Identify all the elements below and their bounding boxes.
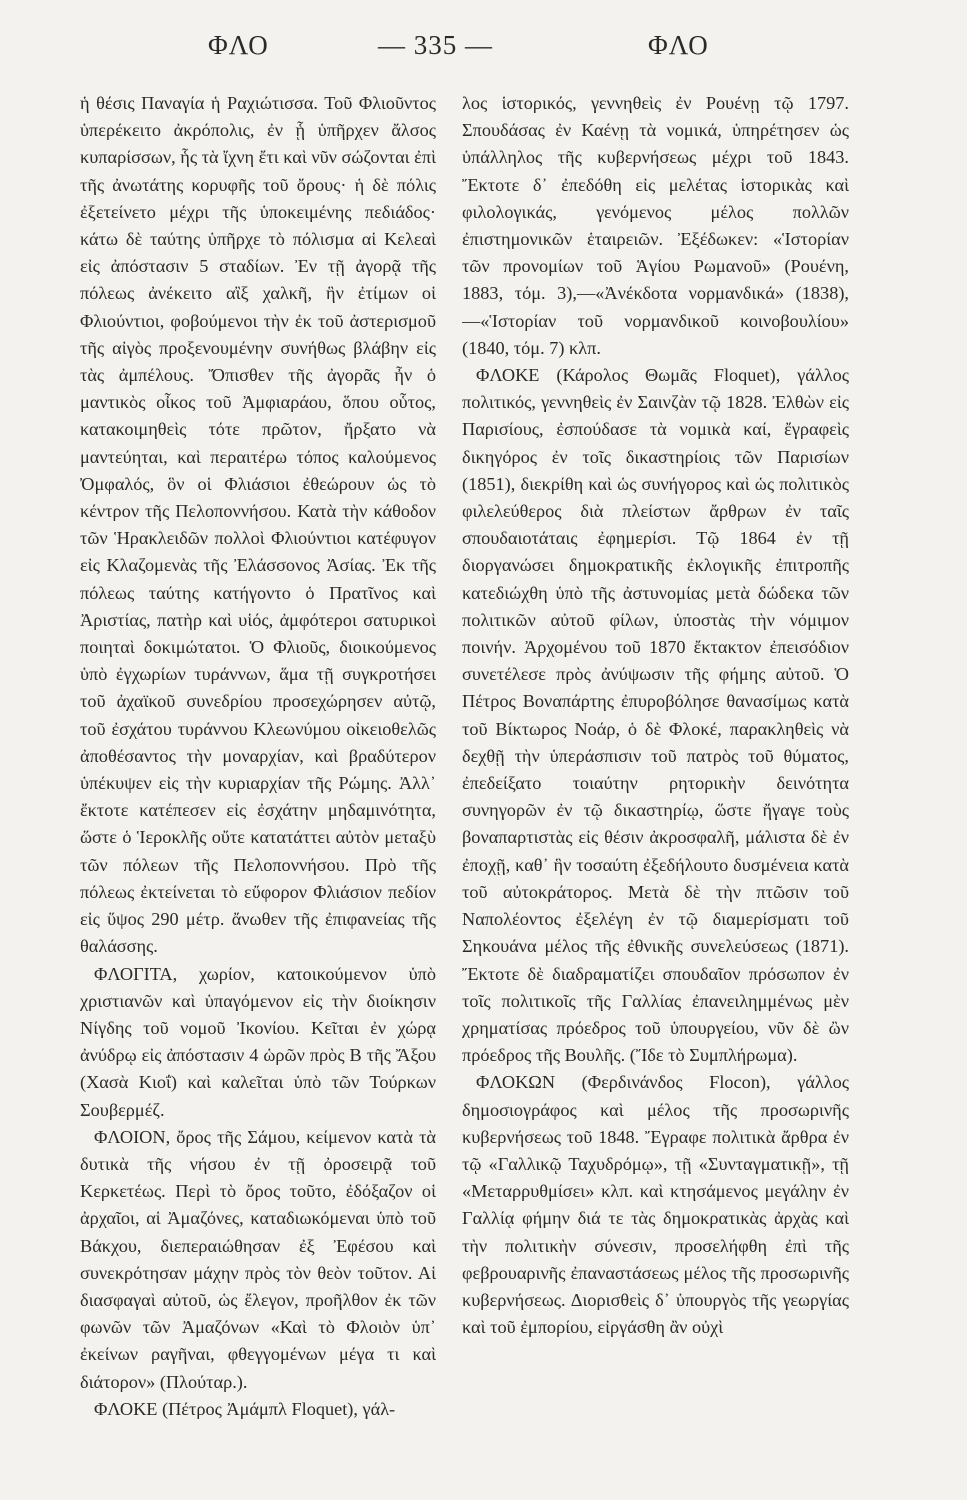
entry-phloion: ΦΛΟΙΟΝ, ὄρος τῆς Σάμου, κείμενον κατὰ τὰ δυτικὰ τῆς νήσου ἐν τῇ ὀροσειρᾷ τοῦ Κερκετέως. Περὶ τὸ ὄρος τοῦτο, ἐδόξαζον οἱ ἀρχαῖοι, αἱ Ἀμαζόνες, καταδιωκόμεναι ὑπὸ τοῦ Βάκχου, διεπεραιώθησαν ἐξ Ἐφέσου καὶ συνεκρότησαν μάχην πρὸς τὸν θεὸν τοῦτον. Αἱ διασφαγαὶ αὐτοῦ, ὡς ἔλεγον, προῆλθον ἐκ τῶν φωνῶν τῶν Ἀμαζόνων «Καὶ τὸ Φλοιὸν ὑπ᾽ ἐκείνων ραγῆναι, φθεγγομένων μέγα τι καὶ διάτορον» (Πλούταρ.). xyxy=(80,1126,436,1392)
entry-flocon: ΦΛΟΚΩΝ (Φερδινάνδος Flocon), γάλλος δημοσιογράφος καὶ μέλος τῆς προσωρινῆς κυβερνήσεως τοῦ 1848. Ἔγραφε πολιτικὰ ἄρθρα ἐν τῷ «Γαλλικῷ Ταχυδρόμῳ», τῇ «Συνταγματικῇ», τῇ «Μεταρρυθμίσει» κλπ. καὶ κτησάμενος μεγάλην ἐν Γαλλίᾳ φήμην διά τε τὰς δημοκρατικὰς ἀρχὰς καὶ τὴν πολιτικὴν σύνεσιν, προσελήφθη ἐπὶ τῆς φεβρουαρινῆς ἐπαναστάσεως μέλος τῆς προσωρινῆς κυβερνήσεως. Διορισθεὶς δ᾽ ὑπουργὸς τῆς γεωργίας καὶ τοῦ ἐμπορίου, εἰργάσθη ἂν οὐχὶ xyxy=(462,1072,849,1338)
entry-floquet-pierre-continued: λος ἱστορικός, γεννηθεὶς ἐν Ρουένῃ τῷ 1797. Σπουδάσας ἐν Καένῃ τὰ νομικά, ὑπηρέτησεν ὡς ὑπάλληλος τῆς κυβερνήσεως μέχρι τοῦ 1843. Ἔκτοτε δ᾽ ἐπεδόθη εἰς μελέτας ἱστορικὰς καὶ φιλολογικάς, γενόμενος μέλος πολλῶν ἐπιστημονικῶν ἑταιρειῶν. Ἐξέδωκεν: «Ἱστορίαν τῶν προνομίων τοῦ Ἁγίου Ρωμανοῦ» (Ρουένη, 1883, τόμ. 3),—«Ἀνέκδοτα νορμανδικά» (1838),—«Ἱστορίαν τοῦ νορμανδικοῦ κοινοβουλίου» (1840, τόμ. 7) κλπ. xyxy=(462,93,849,358)
header-right-keyword: ΦΛΟ xyxy=(648,30,709,60)
entry-continuation-paragraph: ἡ θέσις Παναγία ἡ Ραχιώτισσα. Τοῦ Φλιοῦντος ὑπερέκειτο ἀκρόπολις, ἐν ᾗ ὑπῆρχεν ἄλσος κυπαρίσσων, ἧς τὰ ἴχνη ἔτι καὶ νῦν σώζονται ἐπὶ τῆς ἀνωτάτης κορυφῆς τοῦ ὄρους· ἡ δὲ πόλις ἐξετείνετο μέχρι τῆς ὑποκειμένης πεδιάδος· κάτω δὲ ταύτης ὑπῆρχε τὸ πόλισμα αἱ Κελεαὶ εἰς ἀπόστασιν 5 σταδίων. Ἐν τῇ ἀγορᾷ τῆς πόλεως ἀνέκειτο αἲξ χαλκῆ, ἣν ἐτίμων οἱ Φλιούντιοι, φοβούμενοι τὴν ἐκ τοῦ ἀστερισμοῦ τῆς αἰγὸς προξενουμένην συνήθως βλάβην εἰς τὰς ἀμπέλους. Ὄπισθεν τῆς ἀγορᾶς ἦν ὁ μαντικὸς οἶκος τοῦ Ἀμφιαράου, ὅπου οὗτος, κατακοιμηθεὶς τότε πρῶτον, ἤρξατο νὰ μαντεύηται, καὶ περαιτέρω τόπος καλούμενος Ὀμφαλός, ὃν οἱ Φλιάσιοι ἐθεώρουν ὡς τὸ κέντρον τῆς Πελοποννήσου. Κατὰ τὴν κάθοδον τῶν Ἡρακλειδῶν πολλοὶ Φλιούντιοι κατέφυγον εἰς Κλαζομενὰς τῆς Ἐλάσσονος Ἀσίας. Ἐκ τῆς πόλεως ταύτης κατήγοντο ὁ Πρατῖνος καὶ Ἀριστίας, πατὴρ καὶ υἱός, ἀμφότεροι σατυρικοὶ ποιηταὶ δοκιμώτατοι. Ὁ Φλιοῦς, διοικούμενος ὑπὸ ἐγχωρίων τυράννων, ἅμα τῇ συγκροτήσει τοῦ ἀχαϊκοῦ συνεδρίου προσεχώρησεν αὐτῷ, τοῦ ἐσχάτου τυράννου Κλεωνύμου οἰκειοθελῶς ἀποθέσαντος τὴν μοναρχίαν, καὶ βραδύτερον ὑπέκυψεν εἰς τὴν κυριαρχίαν τῆς Ρώμης. Ἀλλ᾽ ἔκτοτε κατέπεσεν εἰς ἐσχάτην μηδαμινότητα, ὥστε ὁ Ἱεροκλῆς οὔτε κατατάττει αὐτὸν μεταξὺ τῶν πόλεων τῆς Πελοποννήσου. Πρὸ τῆς πόλεως ἐκτείνεται τὸ εὔφορον Φλιάσιον πεδίον εἰς ὕψος 290 μέτρ. ἄνωθεν τῆς ἐπιφανείας τῆς θαλάσσης. xyxy=(80,93,436,957)
left-column xyxy=(80,90,436,1490)
entry-floquet-pierre: ΦΛΟΚΕ (Πέτρος Ἀμάμπλ Floquet), γάλ- xyxy=(94,1398,396,1419)
running-header xyxy=(100,30,927,70)
entry-floquet-charles: ΦΛΟΚΕ (Κάρολος Θωμᾶς Floquet), γάλλος πολιτικός, γεννηθεὶς ἐν Σαινζὰν τῷ 1828. Ἐλθὼν εἰς Παρισίους, ἐσπούδασε τὰ νομικὰ καί, ἔγραφεὶς δικηγόρος ἐν τοῖς δικαστηρίοις τῶν Παρισίων (1851), διεκρίθη καὶ ὡς συνήγορος καὶ ὡς πολιτικὸς φιλελεύθερος διὰ πλείστων ἄρθρων ἐν ταῖς σπουδαιοτάταις ἐφημερίσι. Τῷ 1864 ἐν τῇ διοργανώσει δημοκρατικῆς ἐκλογικῆς ἐπιτροπῆς κατεδιώχθη ὑπὸ τῆς ἀστυνομίας μετὰ δώδεκα τῶν πολιτικῶν αὐτοῦ φίλων, ὑποστὰς τὴν νόμιμον ποινήν. Ἀρχομένου τοῦ 1870 ἔκτακτον ἐπεισόδιον συνετέλεσε πρὸς ἀνύψωσιν τῆς φήμης αὐτοῦ. Ὁ Πέτρος Βοναπάρτης ἐπυροβόλησε θανασίμως κατὰ τοῦ Βίκτωρος Νοάρ, ὁ δὲ Φλοκέ, παρακληθεὶς νὰ δεχθῇ τὴν ὑπεράσπισιν τοῦ πατρὸς τοῦ θύματος, ἐπεδείξατο τοιαύτην ρητορικὴν δεινότητα συνηγορῶν ἐν τῷ δικαστηρίῳ, ὥστε ἤγαγε τοὺς βοναπαρτιστὰς εἰς θέσιν ἀκροσφαλῆ, μάλιστα δὲ ἐν ἐποχῇ, καθ᾽ ἣν τοσαύτη ἐξεδήλουτο δυσμένεια κατὰ τοῦ αὐτοκράτορος. Μετὰ δὲ τὴν πτῶσιν τοῦ Ναπολέοντος ἐξελέγη ἐν τῷ διαμερίσματι τοῦ Σηκουάνα μέλος τῆς ἐθνικῆς συνελεύσεως (1871). Ἔκτοτε δὲ διαδραματίζει σπουδαῖον πρόσωπον ἐν τοῖς πολιτικοῖς τῆς Γαλλίας ἐπανειλημμένως μὲν χρηματίσας πρόεδρος τοῦ ὑπουργείου, νῦν δὲ ὢν πρόεδρος τῆς Βουλῆς. (Ἴδε τὸ Συμπλήρωμα). xyxy=(462,365,849,1066)
entry-phlogita: ΦΛΟΓΙΤΑ, χωρίον, κατοικούμενον ὑπὸ χριστιανῶν καὶ ὑπαγόμενον εἰς τὴν διοίκησιν Νίγδης τοῦ νομοῦ Ἰκονίου. Κεῖται ἐν χώρᾳ ἀνύδρῳ εἰς ἀπόστασιν 4 ὡρῶν πρὸς Β τῆς Ἄξου (Χασὰ Κιοΐ) καὶ καλεῖται ὑπὸ τῶν Τούρκων Σουβερμέζ. xyxy=(80,963,436,1120)
header-left-keyword: ΦΛΟ xyxy=(208,30,269,60)
right-column xyxy=(462,90,849,1490)
page-number: — 335 — xyxy=(378,30,493,60)
